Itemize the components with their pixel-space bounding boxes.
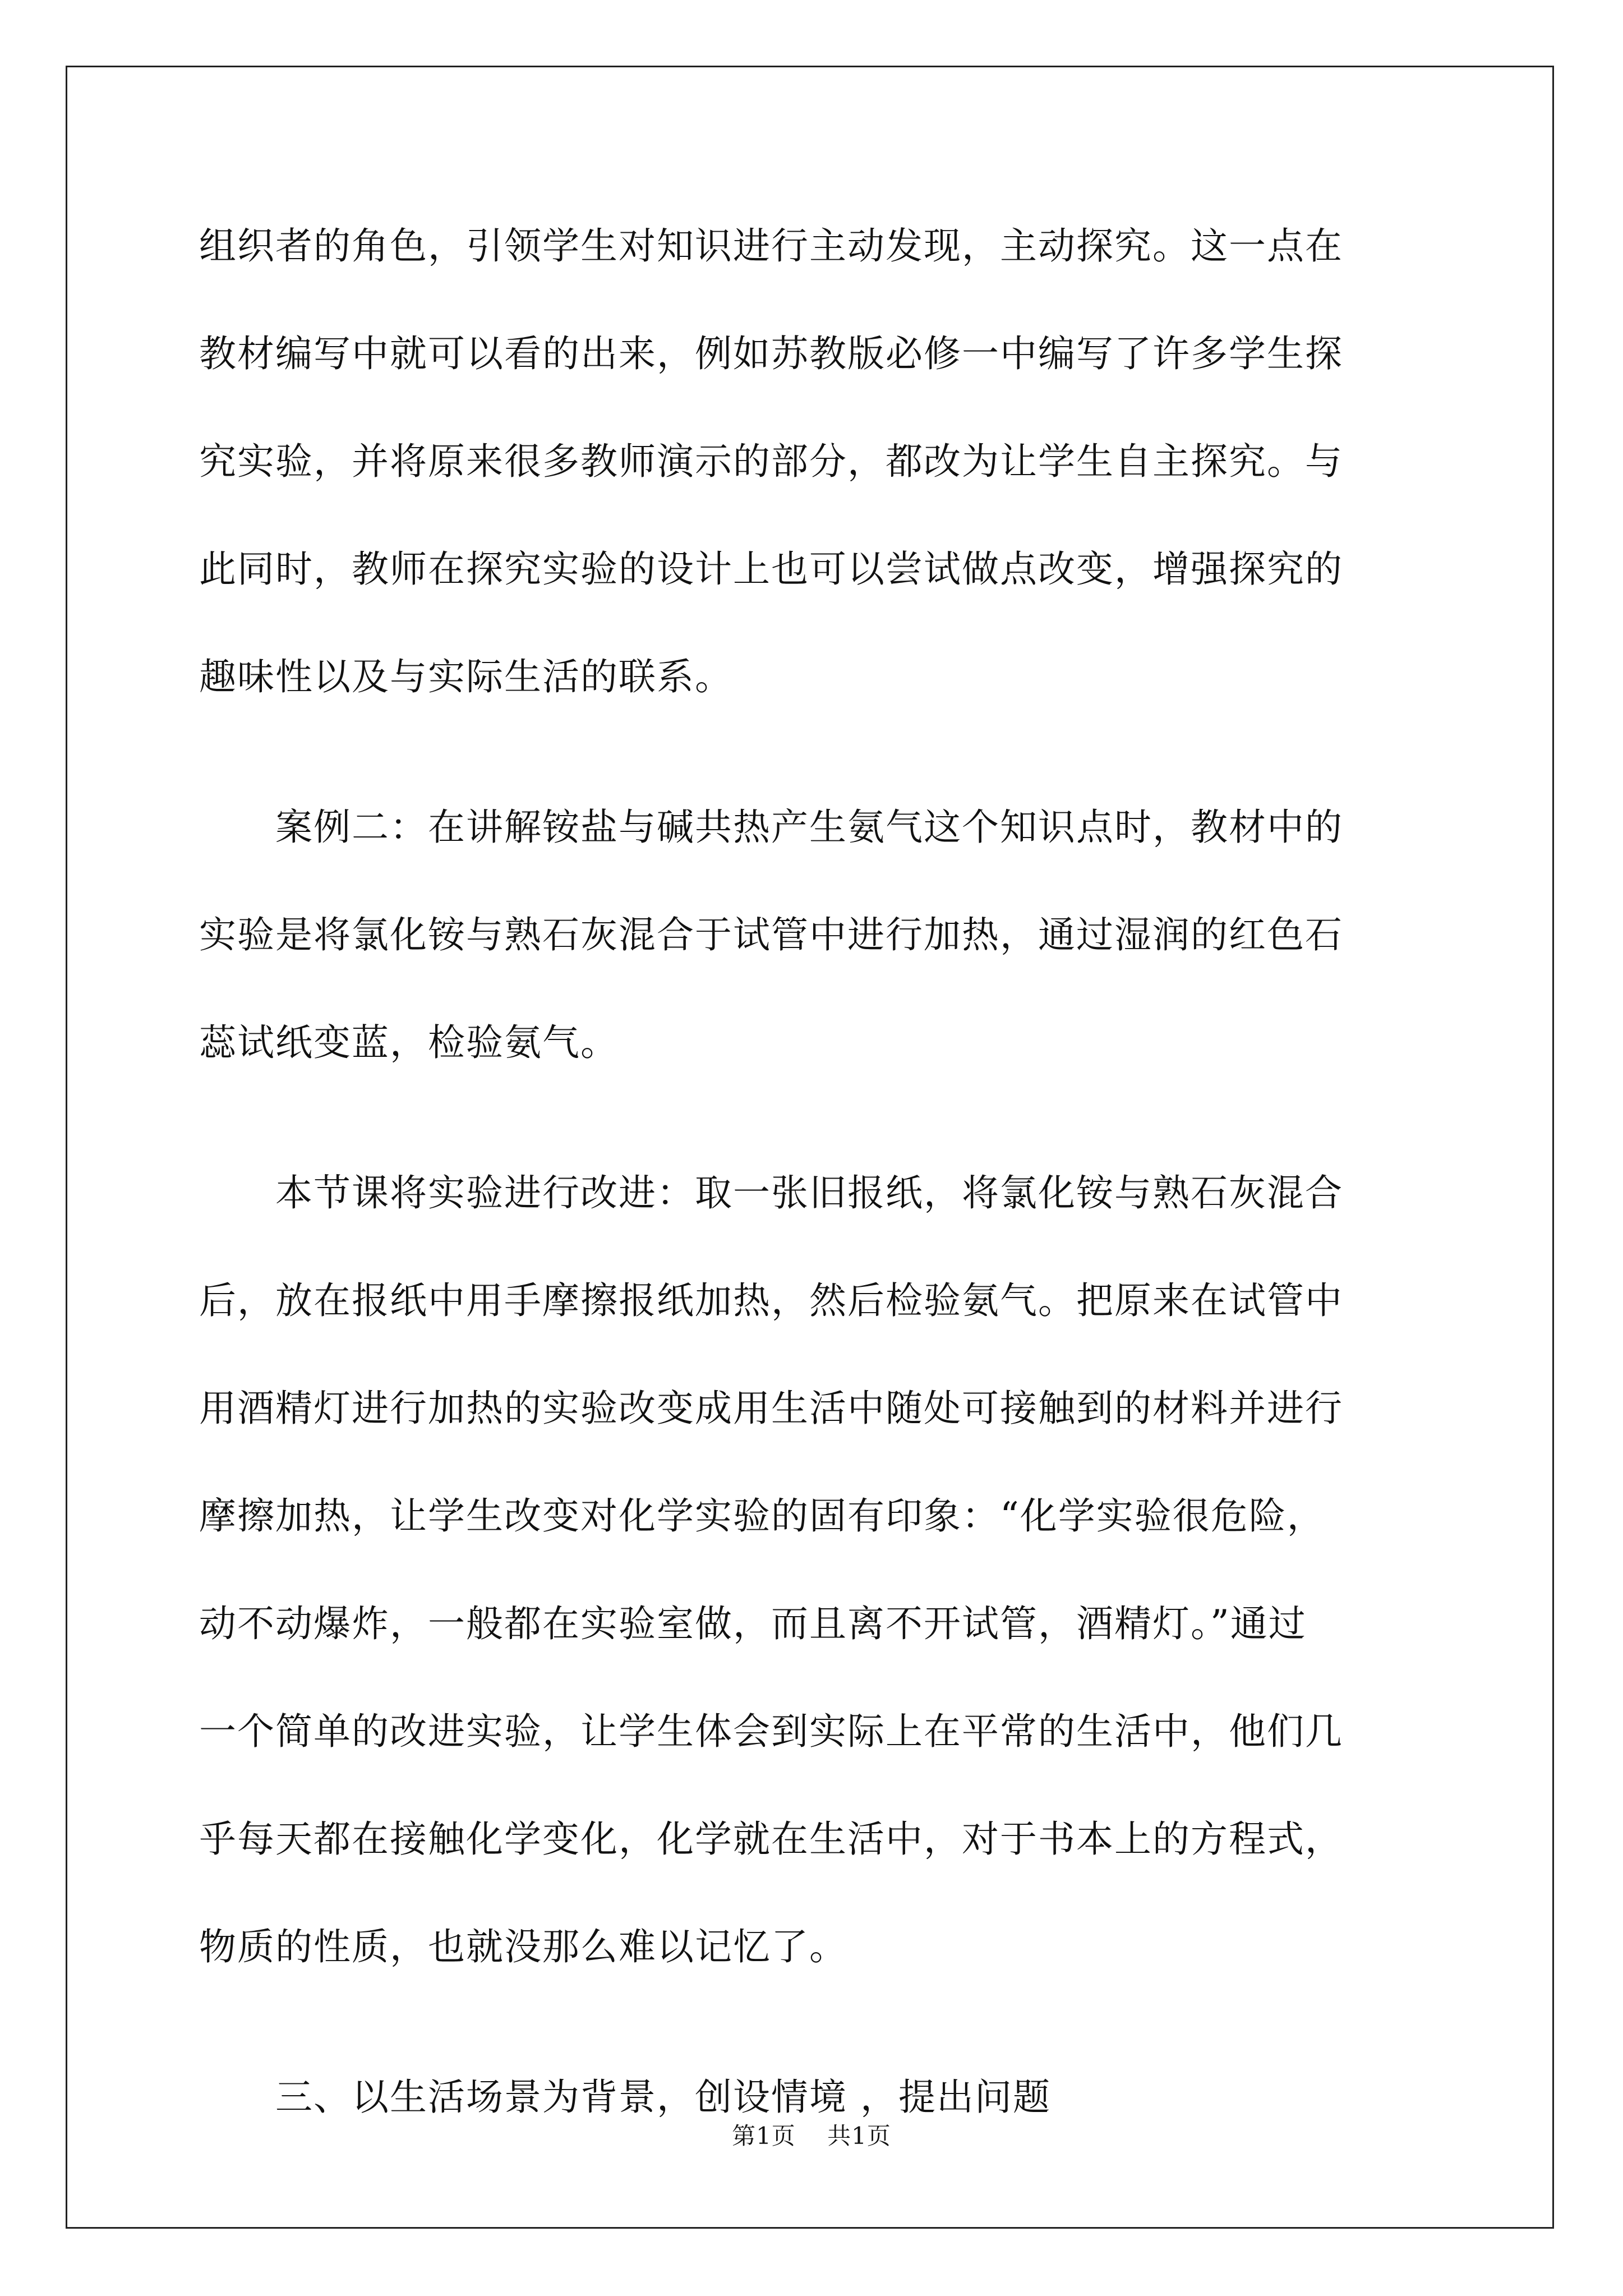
text-line: 案例二：在讲解铵盐与碱共热产生氨气这个知识点时，教材中的 (199, 806, 1343, 849)
text-line: 蕊试纸变蓝，检验氨气。 (199, 1021, 619, 1064)
text-line: 组织者的角色，引领学生对知识进行主动发现，主动探究。这一点在 (199, 224, 1343, 268)
page-total: 共1页 (827, 2122, 891, 2150)
text-line: 本节课将实验进行改进：取一张旧报纸，将氯化铵与熟石灰混合 (199, 1171, 1343, 1214)
text-line: 究实验，并将原来很多教师演示的部分，都改为让学生自主探究。与 (199, 440, 1343, 483)
paragraph-3 (199, 1163, 1427, 2024)
text-line: 乎每天都在接触化学变化，化学就在生活中，对于书本上的方程式， (199, 1818, 1343, 1861)
text-line: 摩擦加热，让学生改变对化学实验的固有印象：“化学实验很危险， (199, 1494, 1325, 1538)
page-number: 第1页 (732, 2122, 796, 2150)
text-line: 一个简单的改进实验，让学生体会到实际上在平常的生活中，他们几 (199, 1710, 1343, 1753)
text-line: 后，放在报纸中用手摩擦报纸加热，然后检验氨气。把原来在试管中 (199, 1279, 1343, 1322)
page-footer (0, 2118, 1623, 2151)
paragraph-2 (199, 797, 1427, 1120)
text-line: 实验是将氯化铵与熟石灰混合于试管中进行加热，通过湿润的红色石 (199, 913, 1343, 956)
text-line: 物质的性质，也就没那么难以记忆了。 (199, 1925, 847, 1968)
text-line: 动不动爆炸，一般都在实验室做，而且离不开试管，酒精灯。”通过 (199, 1602, 1307, 1645)
text-line: 趣味性以及与实际生活的联系。 (199, 655, 733, 698)
text-line: 此同时，教师在探究实验的设计上也可以尝试做点改变，增强探究的 (199, 547, 1343, 591)
text-line: 用酒精灯进行加热的实验改变成用生活中随处可接触到的材料并进行 (199, 1387, 1343, 1430)
text-line: 教材编写中就可以看的出来，例如苏教版必修一中编写了许多学生探 (199, 332, 1343, 375)
document-body (199, 216, 1427, 2175)
paragraph-1 (199, 216, 1427, 754)
text-line: 三、以生活场景为背景，创设情境 ，提出问题 (199, 2076, 1051, 2119)
